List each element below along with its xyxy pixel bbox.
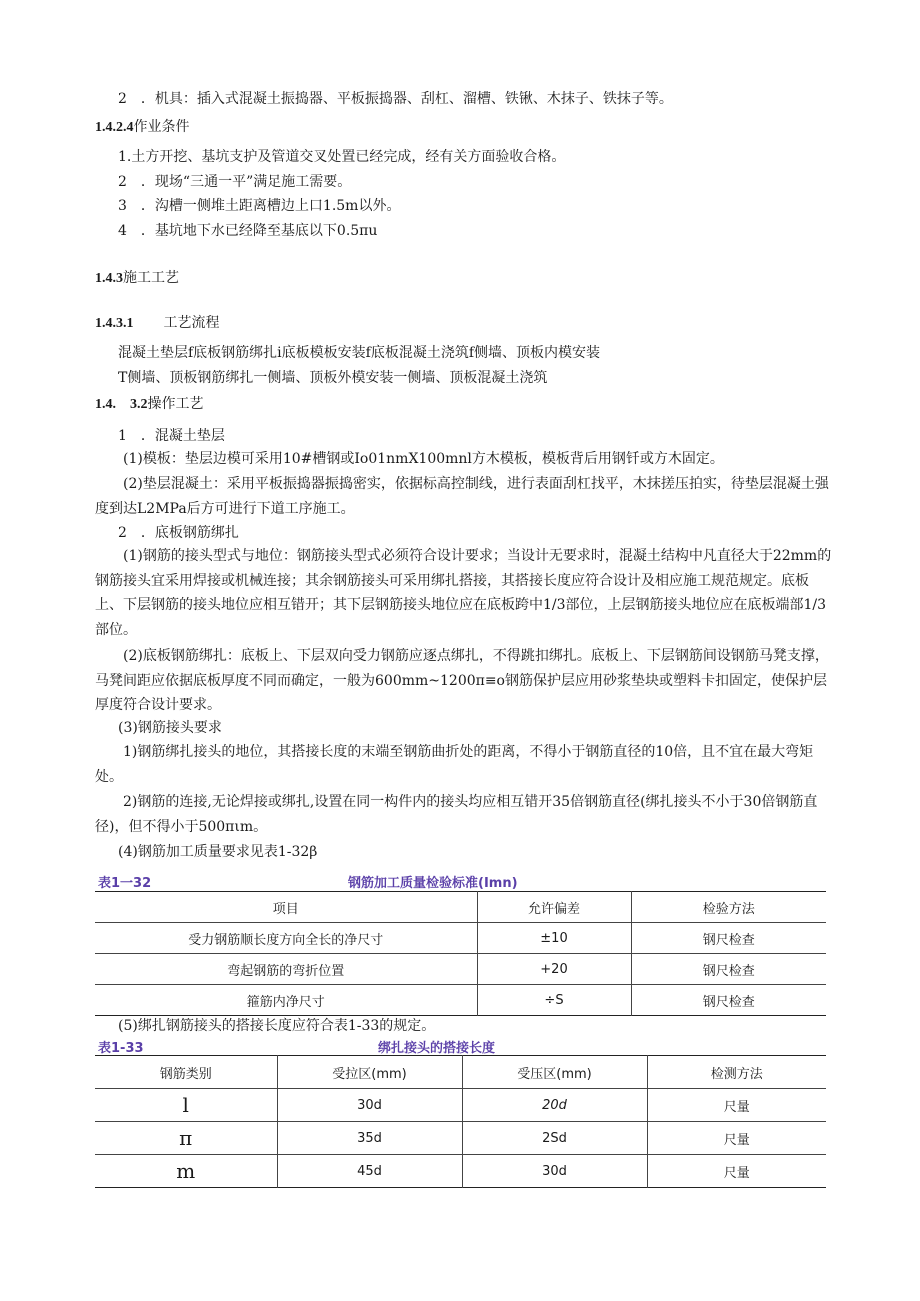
item-1-para-2: (2)垫层混凝土：采用平板振捣器振捣密实，依据标高控制线，进行表面刮杠找平，木抹搓压拍实，待垫层混凝土强度到达L2MPa后方可进行下道工序施工。 [95,476,829,517]
item-2-para-3-title: (3)钢筋接头要求 [118,720,222,736]
item-2-para-2: (2)底板钢筋绑扎：底板上、下层双向受力钢筋应逐点绑扎，不得跳扣绑扎。底板上、下层钢筋间设钢筋马凳支撑，马凳间距应依据底板厚度不同而确定，一般为600mm~1200π≡o钢筋保护层应用砂浆垫块或塑料卡扣固定，使保护层厚度符合设计要求。 [95,648,829,713]
table-cell: ±10 [477,923,631,954]
condition-item-1: 1.土方开挖、基坑支护及管道交叉处置已经完成，经有关方面验收合格。 [118,149,566,165]
table-1-label: 表1一32 [98,876,152,891]
condition-item-4: 4 ．基坑地下水已经降至基底以下0.5πu [118,223,378,239]
condition-item-3: 3 ．沟槽一侧堆土距离槽边上口1.5m以外。 [118,198,401,214]
table-row [95,1122,826,1155]
item-1-para-1: (1)模板：垫层边模可采用10#槽钢或Io01nmX100mnl方木模板，模板背后用钢钎或方木固定。 [123,451,724,467]
item-2-para-3-1: 1)钢筋绑扎接头的地位，其搭接长度的末端至钢筋曲折处的距离，不得小于钢筋直径的10倍，且不宜在最大弯矩处。 [95,744,814,785]
table-2 [95,1055,826,1188]
table-header-cell: 检验方法 [631,892,826,923]
table-2-label: 表1-33 [98,1041,144,1056]
table-cell: 30d [277,1089,462,1122]
table-cell: 35d [277,1122,462,1155]
tools-line: 2 ．机具：插入式混凝土振捣器、平板振捣器、刮杠、溜槽、铁锹、木抹子、铁抹子等。 [118,91,673,107]
item-2-para-1: (1)钢筋的接头型式与地位：钢筋接头型式必须符合设计要求；当设计无要求时，混凝土结构中凡直径大于22mm的钢筋接头宜采用焊接或机械连接；其余钢筋接头可采用绑扎搭接，其搭接长度应符合设计及相应施工规范规定。底板上、下层钢筋的接头地位应相互错开；其下层钢筋接头地位应在底板跨中1/3部位，上层钢筋接头地位应在底板端部1/3部位。 [95,548,832,638]
table-cell: m [95,1155,277,1188]
table-2-title: 绑扎接头的搭接长度 [378,1041,496,1056]
section-heading-143 [95,268,179,289]
table-1-title: 钢筋加工质量检验标准(Imn) [348,876,518,891]
table-cell: 受力钢筋顺长度方向全长的净尺寸 [95,923,477,954]
table-cell: π [95,1122,277,1155]
table-header-cell: 允许偏差 [477,892,631,923]
process-flow-line-2: T侧墙、顶板钢筋绑扎一侧墙、顶板外模安装一侧墙、顶板混凝土浇筑 [118,370,548,386]
table-cell: 尺量 [723,1165,750,1181]
table-cell: l [95,1089,277,1122]
section-number: 1.4. 3.2 [95,397,148,412]
table-row [95,1089,826,1122]
table-row [95,923,826,954]
process-flow-line-1: 混凝土垫层f底板钢筋绑扎i底板模板安装f底板混凝土浇筑f侧墙、顶板内模安装 [118,345,601,361]
table-row [95,954,826,985]
table-header-cell: 项目 [95,892,477,923]
section-title: 工艺流程 [163,315,220,331]
section-number: 1.4.2.4 [95,120,134,135]
table-header-cell: 钢筋类别 [95,1056,277,1089]
table-cell: 钢尺检查 [702,994,755,1010]
section-title: 操作工艺 [147,396,204,412]
section-number: 1.4.3.1 [95,316,134,331]
table-cell: 20d [462,1089,647,1122]
item-2-title: 2 ．底板钢筋绑扎 [118,525,239,541]
item-2-para-5: (5)绑扎钢筋接头的搭接长度应符合表1-33的规定。 [118,1018,436,1034]
table-header-row [95,892,826,923]
section-heading-1431 [95,313,220,334]
condition-item-2: 2 ．现场“三通一平”满足施工需要。 [118,174,352,190]
table-cell: 30d [462,1155,647,1188]
section-heading-1424 [95,117,190,138]
section-title: 作业条件 [133,119,190,135]
table-header-cell: 受压区(mm) [462,1056,647,1089]
table-header-row [95,1056,826,1089]
table-cell: 尺量 [647,1089,826,1122]
item-1-title: 1 ．混凝土垫层 [118,428,225,444]
item-2-para-3-2: 2)钢筋的连接,无论焊接或绑扎,设置在同一构件内的接头均应相互错开35倍钢筋直径(绑扎接头不小于30倍钢筋直径)，但不得小于500πιm。 [95,794,818,835]
section-heading-1432 [95,394,204,415]
table-cell: +20 [477,954,631,985]
table-header-cell: 检测方法 [647,1056,826,1089]
table-cell: ÷S [477,985,631,1016]
table-cell: 箍筋内净尺寸 [95,985,477,1016]
table-row [95,1155,826,1188]
table-row [95,985,826,1016]
table-header-cell: 受拉区(mm) [277,1056,462,1089]
item-2-para-4: (4)钢筋加工质量要求见表1-32β [118,844,318,860]
table-cell: 尺量 [647,1122,826,1155]
section-title: 施工工艺 [123,270,179,286]
section-number: 1.4.3 [95,271,123,286]
table-cell: 弯起钢筋的弯折位置 [95,954,477,985]
table-1 [95,891,826,1016]
table-cell: 2Sd [462,1122,647,1155]
table-cell: 钢尺检查 [631,954,826,985]
table-cell: 钢尺检查 [631,923,826,954]
table-cell: 45d [277,1155,462,1188]
